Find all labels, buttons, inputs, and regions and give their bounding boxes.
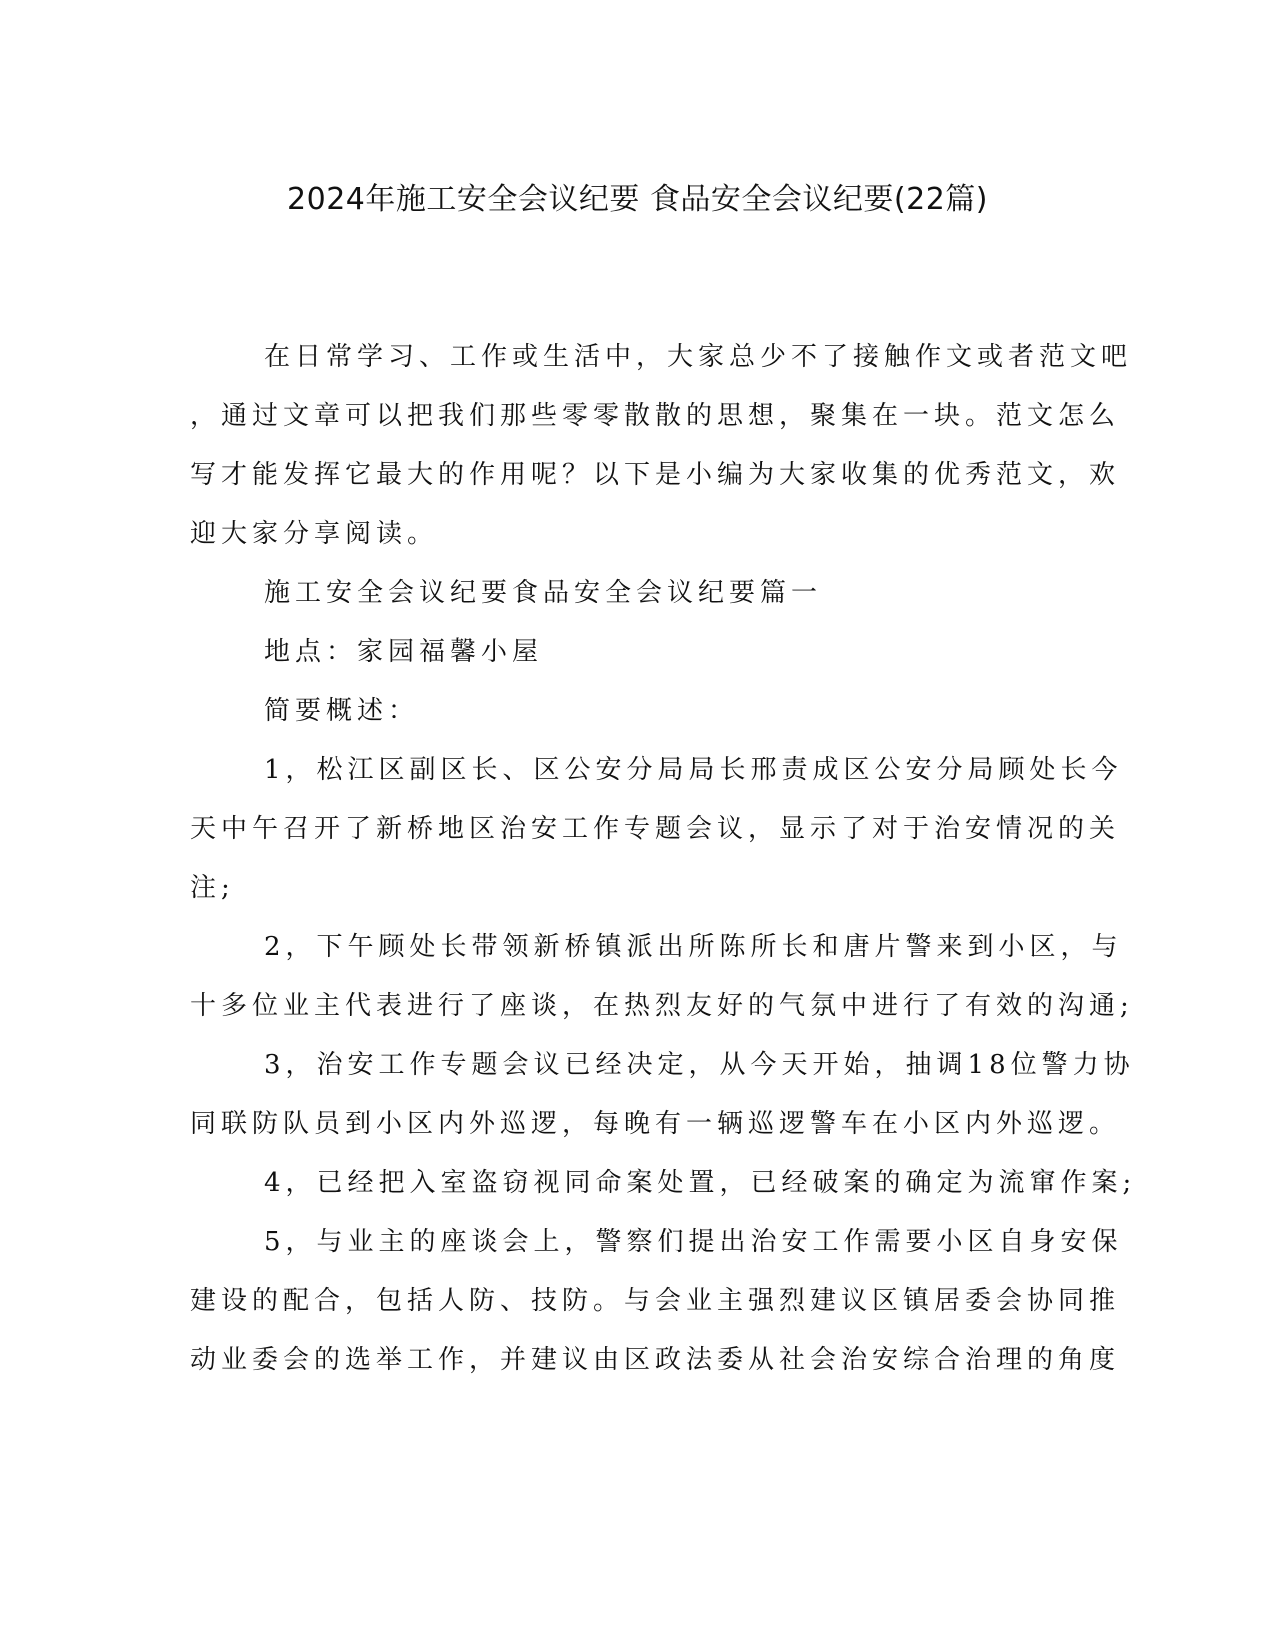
item-2-line-1: 2，下午顾处长带领新桥镇派出所陈所长和唐片警来到小区，与 [264, 932, 1123, 962]
document-body [190, 328, 1137, 1390]
item-5-line-2: 建设的配合，包括人防、技防。与会业主强烈建议区镇居委会协同推 [190, 1286, 1121, 1316]
intro-paragraph-line-4: 迎大家分享阅读。 [190, 519, 439, 549]
item-5-line-3: 动业委会的选举工作，并建议由区政法委从社会治安综合治理的角度 [190, 1345, 1121, 1375]
document-title: 2024年施工安全会议纪要 食品安全会议纪要(22篇) [287, 182, 988, 217]
intro-paragraph-line-1: 在日常学习、工作或生活中，大家总少不了接触作文或者范文吧 [264, 342, 1133, 372]
intro-paragraph-line-3: 写才能发挥它最大的作用呢？以下是小编为大家收集的优秀范文，欢 [190, 460, 1121, 490]
item-1-line-2: 天中午召开了新桥地区治安工作专题会议，显示了对于治安情况的关 [190, 814, 1121, 844]
item-5-line-1: 5，与业主的座谈会上，警察们提出治安工作需要小区自身安保 [264, 1227, 1123, 1257]
item-3-line-1: 3，治安工作专题会议已经决定，从今天开始，抽调18位警力协 [264, 1050, 1135, 1080]
item-1-line-3: 注; [190, 873, 235, 903]
section-heading: 施工安全会议纪要食品安全会议纪要篇一 [264, 578, 823, 608]
item-4-line-1: 4，已经把入室盗窃视同命案处置，已经破案的确定为流窜作案; [264, 1168, 1137, 1198]
item-2-line-2: 十多位业主代表进行了座谈，在热烈友好的气氛中进行了有效的沟通; [190, 991, 1134, 1021]
intro-paragraph-line-2: ，通过文章可以把我们那些零零散散的思想，聚集在一块。范文怎么 [190, 401, 1121, 431]
item-1-line-1: 1，松江区副区长、区公安分局局长邢责成区公安分局顾处长今 [264, 755, 1123, 785]
location-line: 地点：家园福馨小屋 [264, 637, 544, 667]
item-3-line-2: 同联防队员到小区内外巡逻，每晚有一辆巡逻警车在小区内外巡逻。 [190, 1109, 1121, 1139]
summary-heading: 简要概述： [264, 696, 420, 726]
